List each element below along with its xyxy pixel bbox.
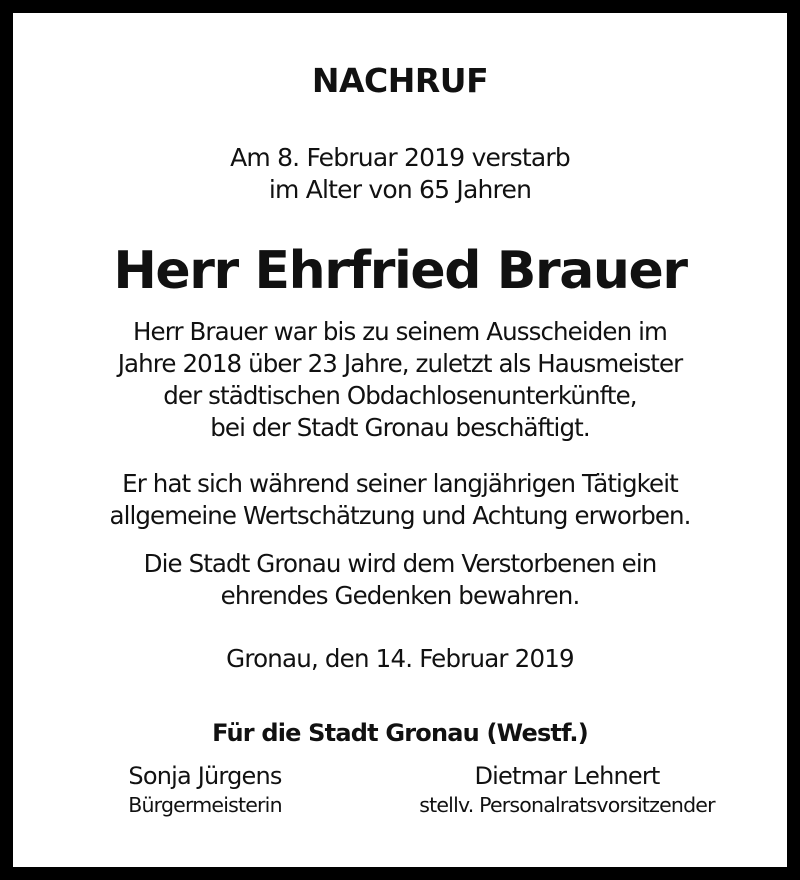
obituary-notice [13,13,787,867]
paragraph-line: Er hat sich während seiner langjährigen Tätigkeit [122,469,678,498]
paragraph-line: Jahre 2018 über 23 Jahre, zuletzt als Hausmeister [117,349,683,378]
signatory-name: Dietmar Lehnert [474,762,660,790]
notice-title: NACHRUF [311,61,489,100]
intro-line-date: Am 8. Februar 2019 verstarb [230,143,570,172]
paragraph-line: bei der Stadt Gronau beschäftigt. [210,413,590,442]
paragraph-line: ehrendes Gedenken bewahren. [220,581,580,610]
intro-line-age: im Alter von 65 Jahren [268,175,532,204]
paragraph-line: allgemeine Wertschätzung und Achtung erworben. [109,501,691,530]
deceased-name: Herr Ehrfried Brauer [113,241,687,301]
organization: Für die Stadt Gronau (Westf.) [212,719,588,747]
place-date: Gronau, den 14. Februar 2019 [226,644,574,673]
signatory-role: stellv. Personalratsvorsitzender [419,793,715,817]
paragraph-line: Die Stadt Gronau wird dem Verstorbenen ein [143,549,657,578]
signatory-role: Bürgermeisterin [128,793,282,817]
paragraph-line: Herr Brauer war bis zu seinem Ausscheiden im [133,317,667,346]
signatory-mayor [105,761,305,819]
signatory-staff-council [380,761,754,819]
paragraph-line: der städtischen Obdachlosenunterkünfte, [163,381,637,410]
signatory-name: Sonja Jürgens [128,762,282,790]
